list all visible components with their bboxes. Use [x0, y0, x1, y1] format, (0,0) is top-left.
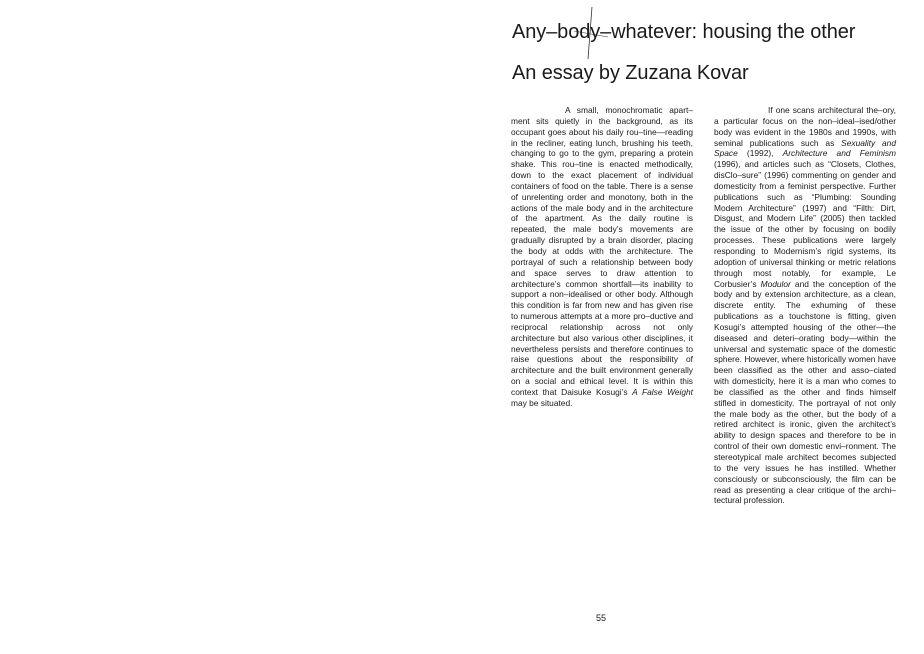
essay-title: Any–body–whatever: housing the other [512, 21, 856, 43]
page-number: 55 [596, 613, 607, 623]
film-title: A False Weight [632, 386, 693, 397]
paragraph: A small, monochromatic apart–ment sits quietly in the background, as its occupant goes about his daily rou–tine—reading in the recliner, eating lunch, brushing his teeth, changing to go to the gym, preparing a protein shake. This rou–tine is enacted methodically, down to the exact placement of individual containers of food on the table. There is a sense of unrelenting order and monotony, both in the actions of the male body and in the architecture of the apartment. As the daily routine is repeated, the male body’s movements are gradually disrupted by a brain disorder, placing the body at odds with the architecture. The portrayal of such a relationship between body and space serves to draw attention to architecture’s common shortfall—its inability to support a non–idealised or other body. Although this condition is far from new and has given rise to numerous attempts at a more pro–ductive and reciprocal relationship across not only architecture but also various other disciplines, it nevertheless persists and therefore continues to raise questions about the responsibility of architecture and the built environment generally on a social and ethical level. It is within this context that Daisuke Kosugi’s A False Weight may be situated. [511, 105, 693, 408]
book-title: Sexuality and Space [714, 137, 896, 159]
book-title: Architecture and Feminism [782, 148, 896, 159]
right-text-column [714, 105, 896, 506]
left-text-column [511, 105, 693, 409]
paragraph: If one scans architectural the–ory, a particular focus on the non–ideal–ised/other body was evident in the 1980s and 1990s, with seminal publications such as Sexuality and Space (1992), Architecture and Feminism (1996), and articles such as “Closets, Clothes, disClo–sure” (1996) commenting on gender and domesticity from a feminist perspective. Further publications such as “Plumbing: Sounding Modern Architecture” (1997) and “Filth: Dirt, Disgust, and Modern Life” (2005) then tackled the issue of the other by focusing on bodily processes. These publications were largely responding to Modernism’s rigid systems, its adoption of universal thinking or metric relations through most notably, for example, Le Corbusier’s Modulor and the conception of the body and by extension architecture, as a clean, discrete entity. The exhuming of these publications as a touchstone is fitting, given Kosugi’s attempted housing of the other—the diseased and deteri–orating body—within the universal and systematic space of the domestic sphere. However, where historically women have been classified as the other and asso–ciated with domesticity, here it is a man who comes to be classified as the other and finds himself stifled in domesticity. The portrayal of not only the male body as the other, but the body of a retired architect is ironic, given the architect’s ability to design spaces and therefore to be in control of their own domestic envi–ronment. The stereotypical male architect becomes subjected to the very issues he has instilled. Whether consciously or subconsciously, the film can be read as presenting a clear critique of the archi–tectural profession. [714, 105, 896, 506]
essay-byline: An essay by Zuzana Kovar [512, 62, 749, 84]
book-title: Modulor [760, 278, 791, 289]
